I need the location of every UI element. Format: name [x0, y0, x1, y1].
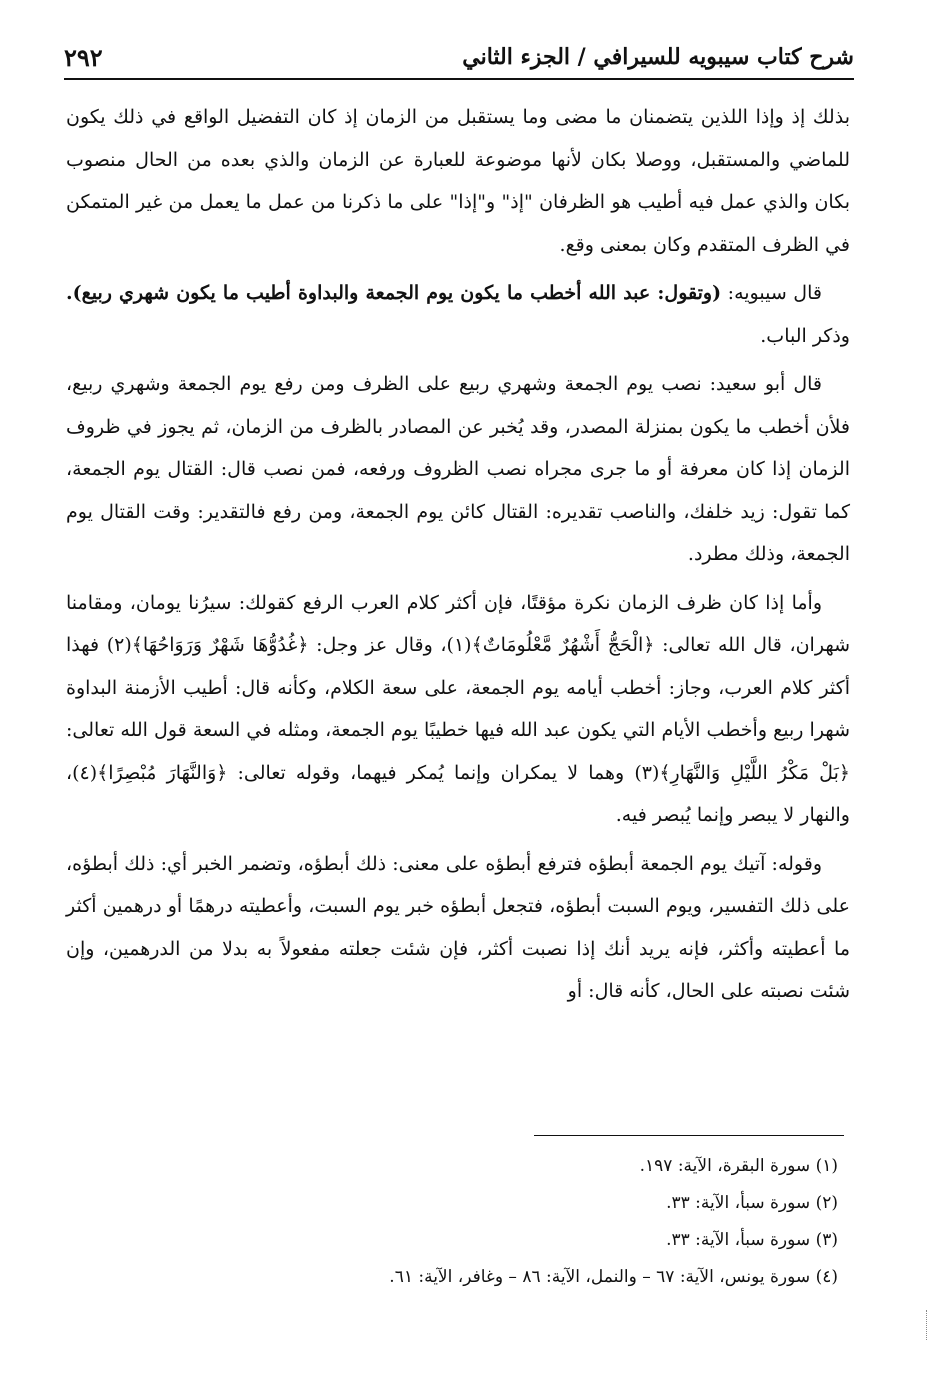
page-number: ٢٩٢ — [64, 42, 103, 72]
quote-lead: قال سيبويه: — [721, 282, 822, 304]
paragraph-1: بذلك إذ وإذا اللذين يتضمنان ما مضى وما يستقبل من الزمان إذ كان التفضيل الواقع في ذلك يكون للماضي والمستقبل، ووصلا بكان لأنها موضوعة للعبارة عن الزمان والذي بعده من الحال منصوب بكان والذي عمل فيه أطيب هو الظرفان "إذ" و"إذا" على ما ذكرنا من عمل ما يعمل من غير المتمكن في الظرف المتقدم وكان بمعنى وقع. — [66, 106, 850, 256]
quote-tail: وذكر الباب. — [760, 324, 850, 347]
footnote-separator — [534, 1135, 844, 1136]
footnotes — [66, 1148, 838, 1296]
main-text — [66, 96, 850, 1019]
footnote-4: (٤) سورة يونس، الآية: ٦٧ – والنمل، الآية: ٨٦ – وغافر، الآية: ٦١. — [389, 1267, 838, 1287]
paragraph-4: وأما إذا كان ظرف الزمان نكرة مؤقتًا، فإن أكثر كلام العرب الرفع كقولك: سيرُنا يومان، ومقامنا شهران، قال الله تعالى: ﴿الْحَجُّ أَشْهُرٌ مَّعْلُومَاتٌ﴾(١)، وقال عز وجل: ﴿غُدُوُّهَا شَهْرٌ وَرَوَاحُهَا﴾(٢) فهذا أكثر كلام العرب، وجاز: أخطب أيامه يوم الجمعة، على سعة الكلام، وكأنه قال: أطيب الأزمنة البداوة شهرا ربيع وأخطب الأيام التي يكون عبد الله فيها خطيبًا يوم الجمعة، ومثله في السعة قول الله تعالى: ﴿بَلْ مَكْرُ اللَّيْلِ وَالنَّهَارِ﴾(٣) وهما لا يمكران وإنما يُمكر فيهما، وقوله تعالى: ﴿وَالنَّهَارَ مُبْصِرًا﴾(٤)، والنهار لا يبصر وإنما يُبصر فيه. — [66, 591, 850, 826]
footnote-3: (٣) سورة سبأ، الآية: ٣٣. — [666, 1230, 838, 1250]
footnote-1: (١) سورة البقرة، الآية: ١٩٧. — [639, 1156, 838, 1176]
running-title: شرح كتاب سيبويه للسيرافي / الجزء الثاني — [462, 44, 854, 70]
scan-edge-mark — [926, 1310, 937, 1340]
paragraph-5: وقوله: آتيك يوم الجمعة أبطؤه فترفع أبطؤه على معنى: ذلك أبطؤه، وتضمر الخبر أي: ذلك أبطؤه، على ذلك التفسير، ويوم السبت أبطؤه، فتجعل أبطؤه خبر يوم السبت، وأعطيته درهمًا أو درهمين أكثر ما أعطيته وأكثر، فإنه يريد أنك إذا نصبت أكثر، فإن شئت جعلته مفعولاً به بدلا من الدرهمين، وإن شئت نصبته على الحال، كأنه قال: أو — [66, 852, 850, 1002]
quote-bold: (وتقول: عبد الله أخطب ما يكون يوم الجمعة والبداوة أطيب ما يكون شهري ربيع). — [66, 282, 722, 304]
page-header — [64, 36, 854, 80]
footnote-2: (٢) سورة سبأ، الآية: ٣٣. — [666, 1193, 838, 1213]
paragraph-3: قال أبو سعيد: نصب يوم الجمعة وشهري ربيع على الظرف ومن رفع يوم الجمعة وشهري ربيع، فلأن أخطب ما يكون بمنزلة المصدر، وقد يُخبر عن المصادر بالظرف من الزمان، ثم يجوز في ظروف الزمان إذا كان معرفة أو ما جرى مجراه نصب الظروف ورفعه، فمن نصب قال: القتال يوم الجمعة، كما تقول: زيد خلفك، والناصب تقديره: القتال كائن يوم الجمعة، ومن رفع فالتقدير: وقت القتال يوم الجمعة، وذلك مطرد. — [66, 373, 850, 565]
paragraph-2-sibawayh-quote — [66, 272, 850, 357]
